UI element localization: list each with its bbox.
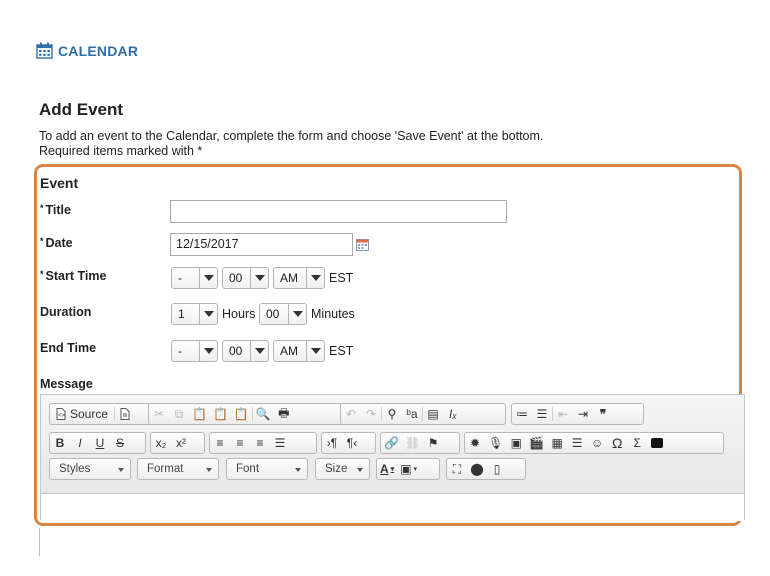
- format-combo[interactable]: [137, 458, 219, 480]
- duration-hours-select[interactable]: [171, 303, 218, 325]
- redo-icon: ↷: [365, 407, 377, 421]
- toolbar-group-tools: [446, 458, 526, 480]
- horizontal-line-icon: ☰: [571, 436, 583, 450]
- strikethrough-button[interactable]: S: [115, 436, 124, 450]
- numbered-list-icon: ≔: [516, 407, 528, 421]
- indent-icon: ⇥: [577, 407, 589, 421]
- horizontal-line-button[interactable]: [567, 433, 587, 453]
- source-button[interactable]: [50, 404, 114, 424]
- preview-icon: 🔍: [255, 407, 271, 421]
- background-color-icon: ▣: [400, 462, 412, 476]
- end-hour-value: -: [178, 344, 182, 358]
- chevron-down-icon: ▾: [413, 466, 418, 473]
- date-label: [40, 236, 73, 250]
- toolbar-group-direction: [321, 432, 376, 454]
- background-color-button[interactable]: [397, 459, 420, 479]
- redo-button[interactable]: [361, 404, 381, 424]
- outdent-icon: ⇤: [557, 407, 569, 421]
- chevron-down-icon: [295, 468, 301, 472]
- superscript-icon: x²: [176, 436, 186, 450]
- paste-button[interactable]: [189, 404, 210, 424]
- chevron-down-icon: [199, 341, 217, 361]
- end-time-label: End Time: [40, 341, 97, 355]
- align-left-button[interactable]: [210, 433, 230, 453]
- bulleted-list-icon: ☰: [536, 407, 548, 421]
- show-blocks-icon: ▯: [493, 462, 501, 476]
- maximize-icon: ⛶: [452, 461, 462, 476]
- end-ampm-value: AM: [280, 344, 298, 358]
- chevron-down-icon: ▾: [390, 466, 395, 473]
- gear-icon: ✹: [469, 436, 481, 450]
- toolbar-group-links: [380, 432, 460, 454]
- math-button[interactable]: Σ: [633, 436, 641, 450]
- show-blocks-button[interactable]: [487, 459, 507, 479]
- italic-button[interactable]: I: [78, 436, 82, 450]
- format-label: Format: [147, 463, 184, 475]
- source-label: Source: [70, 407, 109, 421]
- select-all-icon: ▤: [427, 407, 439, 421]
- date-input[interactable]: 12/15/2017: [170, 233, 353, 256]
- link-icon: 🔗: [384, 436, 399, 450]
- start-minute-value: 00: [229, 271, 243, 285]
- preview-button[interactable]: [253, 404, 274, 424]
- title-input[interactable]: [170, 200, 507, 223]
- title-label-text: Title: [45, 203, 71, 217]
- chevron-down-icon: [288, 304, 306, 324]
- chevron-down-icon: [199, 268, 217, 288]
- end-minute-value: 00: [229, 344, 243, 358]
- underline-button[interactable]: U: [95, 436, 105, 450]
- start-ampm-select[interactable]: [273, 267, 325, 289]
- editor-toolbar: [41, 395, 744, 494]
- size-combo[interactable]: [315, 458, 370, 480]
- replace-button[interactable]: [402, 404, 422, 424]
- instructions-line: To add an event to the Calendar, complete the form and choose 'Save Event' at the bottom.: [39, 129, 544, 143]
- duration-label: Duration: [40, 305, 92, 319]
- font-label: Font: [236, 463, 260, 475]
- start-time-label-text: Start Time: [45, 269, 107, 283]
- audio-button[interactable]: [485, 433, 506, 453]
- clipboard-icon: 📋: [192, 407, 207, 421]
- replace-icon: ᵇa: [406, 407, 418, 421]
- toolbar-group-lists: [511, 403, 644, 425]
- smiley-button[interactable]: [587, 433, 607, 453]
- toolbar-group-script: [150, 432, 205, 454]
- table-icon: ▦: [551, 436, 563, 450]
- instructions: [39, 129, 543, 159]
- widget-button[interactable]: [465, 433, 485, 453]
- hours-unit: Hours: [222, 307, 256, 321]
- date-picker-icon[interactable]: [356, 238, 369, 251]
- paste-word-button[interactable]: [231, 404, 252, 424]
- link-button[interactable]: [381, 433, 402, 453]
- rtl-button[interactable]: [342, 433, 362, 453]
- image-button[interactable]: [506, 433, 526, 453]
- bold-button[interactable]: B: [55, 436, 65, 450]
- copy-button[interactable]: [169, 404, 189, 424]
- new-page-button[interactable]: [115, 404, 135, 424]
- accessibility-button[interactable]: [467, 459, 487, 479]
- styles-label: Styles: [59, 463, 91, 475]
- remove-format-icon: Iₓ: [449, 407, 457, 421]
- toolbar-group-editing: [340, 403, 506, 425]
- toolbar-group-insert: [464, 432, 724, 454]
- title-label: [40, 203, 71, 217]
- duration-hours-value: 1: [178, 307, 185, 321]
- clipboard-word-icon: 📋: [233, 407, 249, 421]
- align-right-icon: ≡: [256, 436, 264, 450]
- rich-text-editor[interactable]: [40, 394, 745, 520]
- toolbar-group-colors: [376, 458, 440, 480]
- align-left-icon: ≡: [216, 436, 224, 450]
- microphone-icon: 🎙: [488, 436, 504, 450]
- required-marker: *: [40, 269, 44, 279]
- numbered-list-button[interactable]: [512, 404, 532, 424]
- page-title: Add Event: [39, 100, 124, 119]
- unlink-icon: ⛓: [404, 436, 421, 450]
- smiley-icon: ☺: [591, 436, 604, 450]
- anchor-button[interactable]: [423, 433, 443, 453]
- chevron-down-icon: [250, 268, 268, 288]
- undo-button[interactable]: [341, 404, 361, 424]
- end-minute-select[interactable]: [222, 340, 269, 362]
- new-page-icon: [120, 408, 130, 420]
- svg-text:<>: <>: [58, 413, 66, 419]
- align-right-button[interactable]: [250, 433, 270, 453]
- subscript-icon: x₂: [155, 436, 167, 450]
- styles-combo[interactable]: [49, 458, 131, 480]
- remove-format-button[interactable]: [443, 404, 463, 424]
- start-ampm-value: AM: [280, 271, 298, 285]
- font-combo[interactable]: [226, 458, 308, 480]
- chevron-down-icon: [306, 341, 324, 361]
- divider: [39, 528, 40, 556]
- chevron-down-icon: [118, 468, 124, 472]
- required-note: Required items marked with *: [39, 144, 203, 158]
- select-all-button[interactable]: [423, 404, 443, 424]
- special-char-button[interactable]: Ω: [611, 435, 623, 451]
- justify-icon: ☰: [274, 436, 286, 450]
- clipboard-text-icon: 📋: [212, 407, 228, 421]
- start-timezone: EST: [329, 271, 354, 285]
- indent-button[interactable]: [573, 404, 593, 424]
- accessibility-icon: ⬤: [470, 462, 484, 476]
- start-time-label: [40, 269, 106, 283]
- toolbar-group-basic-styles: [49, 432, 146, 454]
- text-color-button[interactable]: [377, 459, 397, 479]
- printer-icon: 🖶: [278, 405, 290, 420]
- align-center-icon: ≡: [236, 436, 244, 450]
- search-icon: ⚲: [387, 407, 397, 421]
- chevron-down-icon: [357, 468, 363, 472]
- align-center-button[interactable]: [230, 433, 250, 453]
- ltr-icon: ›¶: [326, 436, 338, 450]
- blockquote-button[interactable]: [593, 404, 613, 424]
- minutes-unit: Minutes: [311, 307, 355, 321]
- embed-button[interactable]: [647, 433, 667, 453]
- superscript-button[interactable]: [171, 433, 191, 453]
- video-button[interactable]: [526, 433, 547, 453]
- chevron-down-icon: [306, 268, 324, 288]
- source-icon: [56, 408, 66, 420]
- cut-button[interactable]: [149, 404, 169, 424]
- chevron-down-icon: [250, 341, 268, 361]
- outdent-button[interactable]: [553, 404, 573, 424]
- ltr-button[interactable]: [322, 433, 342, 453]
- section-title: Event: [40, 175, 79, 191]
- clapperboard-icon: 🎬: [529, 436, 545, 450]
- paste-text-button[interactable]: [210, 404, 231, 424]
- start-hour-select[interactable]: [171, 267, 218, 289]
- copy-icon: ⧉: [174, 406, 184, 421]
- unlink-button[interactable]: [402, 433, 423, 453]
- find-button[interactable]: [382, 404, 402, 424]
- calendar-icon: [36, 42, 53, 59]
- undo-icon: ↶: [345, 407, 357, 421]
- tool-title[interactable]: [36, 42, 138, 59]
- date-label-text: Date: [45, 236, 73, 250]
- start-hour-value: -: [178, 271, 182, 285]
- image-icon: ▣: [510, 436, 522, 450]
- print-button[interactable]: [274, 404, 294, 424]
- bulleted-list-button[interactable]: [532, 404, 552, 424]
- justify-button[interactable]: [270, 433, 290, 453]
- rtl-icon: ¶‹: [346, 436, 358, 450]
- table-button[interactable]: [547, 433, 567, 453]
- end-hour-select[interactable]: [171, 340, 218, 362]
- quote-icon: ❞: [599, 407, 607, 421]
- size-label: Size: [325, 463, 348, 475]
- start-minute-select[interactable]: [222, 267, 269, 289]
- chevron-down-icon: [199, 304, 217, 324]
- message-label: Message: [40, 377, 93, 391]
- chevron-down-icon: [206, 468, 212, 472]
- editor-content-area[interactable]: [41, 494, 744, 521]
- text-color-label: A: [380, 462, 389, 476]
- tool-title-label: CALENDAR: [58, 42, 139, 59]
- maximize-button[interactable]: [447, 459, 467, 479]
- embed-icon: [651, 438, 663, 448]
- scissors-icon: ✂: [153, 407, 165, 421]
- duration-minutes-value: 00: [266, 307, 280, 321]
- end-ampm-select[interactable]: [273, 340, 325, 362]
- subscript-button[interactable]: [151, 433, 171, 453]
- required-marker: *: [40, 236, 44, 246]
- end-timezone: EST: [329, 344, 354, 358]
- required-marker: *: [40, 203, 44, 213]
- toolbar-group-align: [209, 432, 317, 454]
- flag-icon: ⚑: [427, 436, 439, 450]
- duration-minutes-select[interactable]: [259, 303, 307, 325]
